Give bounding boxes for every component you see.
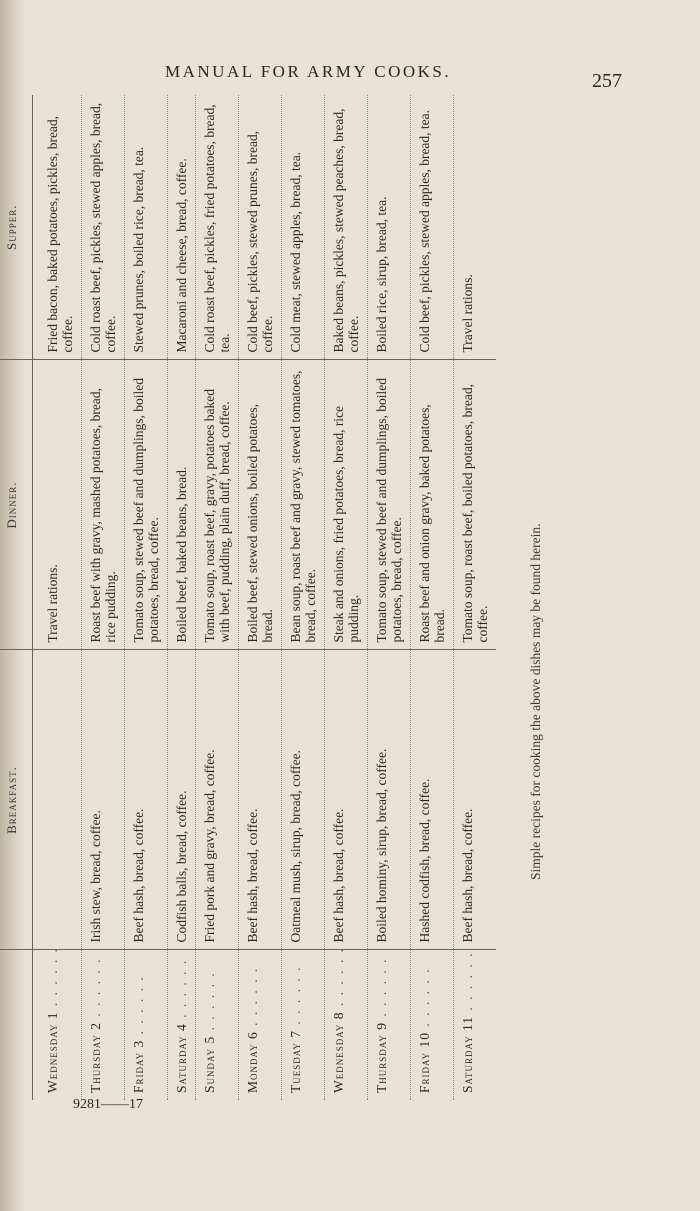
day-cell-text: Sunday 5 [202, 1035, 217, 1093]
dinner-cell [33, 360, 82, 650]
table-row [33, 95, 82, 1100]
leader-dots: . . . . . . [288, 965, 303, 1030]
leader-dots: . . . . . . [417, 967, 432, 1032]
page-number: 257 [592, 70, 622, 92]
table-row [196, 95, 239, 1100]
bills-of-fare-table [0, 95, 496, 1100]
dinner-cell-text: Roast beef with gravy, mashed potatoes, bread, rice pudding. [88, 388, 118, 643]
dinner-cell [125, 360, 168, 650]
leader-dots: . . . . . . [331, 946, 346, 1012]
dinner-cell-text: Travel rations. [45, 564, 60, 643]
rotated-table-area [0, 90, 590, 1110]
breakfast-cell-text: Beef hash, bread, coffee. [460, 808, 475, 943]
day-cell-text: Thursday 9 [374, 1021, 389, 1093]
breakfast-cell [411, 650, 454, 950]
leader-dots: . . . . . . [131, 975, 146, 1040]
supper-cell [411, 95, 454, 360]
breakfast-cell-text: Beef hash, bread, coffee. [131, 808, 146, 943]
supper-cell [239, 95, 282, 360]
breakfast-cell-text: Oatmeal mush, sirup, bread, coffee. [288, 750, 303, 943]
day-cell [239, 950, 282, 1100]
leader-dots: . . . . . . [374, 957, 389, 1022]
table-row [168, 95, 196, 1100]
breakfast-cell-text: Codfish balls, bread, coffee. [174, 790, 189, 943]
leader-dots: . . . . . . [202, 971, 217, 1036]
dinner-cell-text: Roast beef and onion gravy, baked potatoes, bread. [417, 404, 447, 643]
supper-cell-text: Cold meat, stewed apples, bread, tea. [288, 151, 303, 353]
breakfast-cell [168, 650, 196, 950]
dinner-cell-text: Tomato soup, stewed beef and dumplings, boiled potatoes, bread, coffee. [131, 377, 161, 643]
day-cell [368, 950, 411, 1100]
dinner-cell [454, 360, 497, 650]
dinner-cell [325, 360, 368, 650]
breakfast-cell-text: Irish stew, bread, coffee. [88, 810, 103, 943]
day-cell [454, 950, 497, 1100]
table-row [454, 95, 497, 1100]
breakfast-cell-text: Boiled hominy, sirup, bread, coffee. [374, 748, 389, 943]
footnote: Simple recipes for cooking the above dishes may be found herein. [528, 523, 543, 880]
dinner-cell-text: Boiled beef, stewed onions, boiled potatoes, bread. [245, 404, 275, 643]
supper-cell [454, 95, 497, 360]
breakfast-cell [82, 650, 125, 950]
leader-dots: . . . . . . [245, 966, 260, 1032]
supper-cell-text: Cold beef, pickles, stewed prunes, bread, coffee. [245, 130, 275, 353]
day-cell [411, 950, 454, 1100]
breakfast-cell [282, 650, 325, 950]
day-cell-text: Wednesday 8 [331, 1011, 346, 1093]
supper-cell-text: Cold roast beef, pickles, stewed apples, bread, coffee. [88, 102, 118, 353]
breakfast-cell [454, 650, 497, 950]
dinner-cell-text: Tomato soup, roast beef, boiled potatoes, bread, coffee. [460, 384, 490, 643]
header-dinner: Dinner. [0, 360, 33, 650]
supper-cell-text: Stewed prunes, boiled rice, bread, tea. [131, 146, 146, 353]
day-cell [125, 950, 168, 1100]
supper-cell [282, 95, 325, 360]
breakfast-cell-text: Beef hash, bread, coffee. [245, 808, 260, 943]
dinner-cell [168, 360, 196, 650]
dinner-cell [196, 360, 239, 650]
supper-cell-text: Fried bacon, baked potatoes, pickles, bread, coffee. [45, 115, 75, 353]
day-cell-text: Thursday 2 [88, 1021, 103, 1093]
table-row [368, 95, 411, 1100]
leader-dots: . . . . . . [460, 951, 475, 1016]
dinner-cell [239, 360, 282, 650]
day-cell [196, 950, 239, 1100]
breakfast-cell-text: Beef hash, bread, coffee. [331, 808, 346, 943]
printer-signature: 9281——17 [73, 1097, 143, 1112]
table-row [82, 95, 125, 1100]
supper-cell [125, 95, 168, 360]
dinner-cell [368, 360, 411, 650]
breakfast-cell [325, 650, 368, 950]
breakfast-cell-text: Hashed codfish, bread, coffee. [417, 778, 432, 943]
table-row [325, 95, 368, 1100]
dinner-cell [282, 360, 325, 650]
supper-cell [196, 95, 239, 360]
day-cell-text: Tuesday 7 [288, 1029, 303, 1093]
breakfast-cell [368, 650, 411, 950]
dinner-cell [82, 360, 125, 650]
supper-cell [82, 95, 125, 360]
header-breakfast: Breakfast. [0, 650, 33, 950]
day-cell [282, 950, 325, 1100]
table-row [411, 95, 454, 1100]
dinner-cell-text: Bean soup, roast beef and gravy, stewed tomatoes, bread, coffee. [288, 370, 318, 643]
breakfast-cell [125, 650, 168, 950]
header-day [0, 950, 33, 1100]
running-head: MANUAL FOR ARMY COOKS. [165, 62, 452, 81]
day-cell [325, 946, 368, 1100]
day-cell-text: Friday 10 [417, 1031, 432, 1093]
dinner-cell-text: Tomato soup, roast beef, gravy, potatoes baked with beef, pudding, plain duff, bread, coffee. [202, 389, 232, 643]
supper-cell-text: Boiled rice, sirup, bread, tea. [374, 196, 389, 353]
dinner-cell-text: Steak and onions, fried potatoes, bread, rice pudding. [331, 405, 361, 643]
supper-cell [368, 95, 411, 360]
supper-cell [33, 95, 82, 360]
table-row [282, 95, 325, 1100]
supper-cell [168, 95, 196, 360]
table-body [33, 95, 497, 1100]
supper-cell-text: Baked beans, pickles, stewed peaches, bread, coffee. [331, 108, 361, 353]
leader-dots: . . . . . . [88, 957, 103, 1022]
day-cell-text: Saturday 4 [174, 1023, 189, 1093]
table-header-row [0, 95, 33, 1100]
leader-dots: . . . . . . [45, 946, 60, 1012]
leader-dots: . . . . . . [174, 958, 189, 1024]
table-row [125, 95, 168, 1100]
breakfast-cell [33, 650, 82, 950]
breakfast-cell [196, 650, 239, 950]
supper-cell-text: Cold roast beef, pickles, fried potatoes, bread, tea. [202, 104, 232, 353]
supper-cell-text: Macaroni and cheese, bread, coffee. [174, 158, 189, 353]
supper-cell-text: Travel rations. [460, 274, 475, 353]
supper-cell [325, 95, 368, 360]
dinner-cell-text: Boiled beef, baked beans, bread. [174, 466, 189, 643]
day-cell [82, 950, 125, 1100]
supper-cell-text: Cold beef, pickles, stewed apples, bread, tea. [417, 109, 432, 353]
day-cell-text: Monday 6 [245, 1031, 260, 1093]
header-supper: Supper. [0, 95, 33, 360]
day-cell [33, 946, 82, 1100]
day-cell-text: Saturday 11 [460, 1015, 475, 1093]
day-cell-text: Wednesday 1 [45, 1011, 60, 1093]
day-cell [168, 950, 196, 1100]
breakfast-cell-text: Fried pork and gravy, bread, coffee. [202, 749, 217, 943]
breakfast-cell [239, 650, 282, 950]
dinner-cell-text: Tomato soup, stewed beef and dumplings, boiled potatoes, bread, coffee. [374, 377, 404, 643]
table-row [239, 95, 282, 1100]
day-cell-text: Friday 3 [131, 1039, 146, 1093]
dinner-cell [411, 360, 454, 650]
